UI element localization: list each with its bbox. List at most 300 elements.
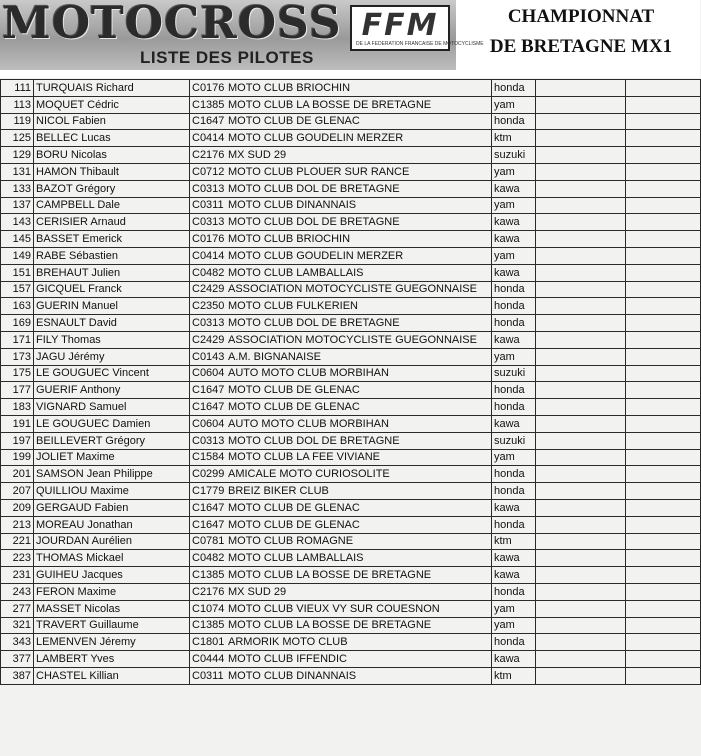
- empty-cell: [536, 415, 626, 432]
- table-row: [1, 382, 701, 399]
- rider-name: JAGU Jérémy: [34, 348, 190, 365]
- ffm-logo-caption: DE LA FEDERATION FRANCAISE DE MOTOCYCLISME: [356, 41, 484, 47]
- club-code: C1385: [192, 569, 225, 581]
- club-code: C0311: [192, 669, 224, 682]
- rider-club: [190, 96, 492, 113]
- table-row: [1, 315, 701, 332]
- empty-cell: [626, 214, 701, 231]
- club-name: MOTO CLUB DOL DE BRETAGNE: [228, 434, 400, 447]
- rider-club: [190, 113, 492, 130]
- rider-number: 119: [1, 113, 34, 130]
- club-name: MOTO CLUB FULKERIEN: [228, 300, 358, 313]
- table-row: [1, 348, 701, 365]
- rider-number: 197: [1, 432, 34, 449]
- club-name: MOTO CLUB ROMAGNE: [228, 535, 354, 548]
- riders-table: [0, 79, 701, 685]
- empty-cell: [626, 483, 701, 500]
- empty-cell: [626, 600, 701, 617]
- club-code: C1647: [192, 401, 225, 414]
- club-name: MOTO CLUB LA BOSSE DE BRETAGNE: [228, 569, 432, 581]
- rider-name: MOREAU Jonathan: [34, 516, 190, 533]
- club-name: MOTO CLUB IFFENDIC: [228, 652, 347, 665]
- empty-cell: [536, 516, 626, 533]
- table-row: [1, 113, 701, 130]
- club-name: MOTO CLUB BRIOCHIN: [228, 233, 351, 246]
- rider-club: [190, 281, 492, 298]
- table-row: [1, 214, 701, 231]
- rider-brand: yam: [492, 600, 536, 617]
- rider-number: 163: [1, 298, 34, 315]
- empty-cell: [626, 147, 701, 164]
- empty-cell: [626, 264, 701, 281]
- rider-name: QUILLIOU Maxime: [34, 483, 190, 500]
- rider-number: 173: [1, 348, 34, 365]
- club-name: MOTO CLUB DOL DE BRETAGNE: [228, 317, 400, 330]
- empty-cell: [536, 180, 626, 197]
- rider-brand: kawa: [492, 180, 536, 197]
- rider-number: 131: [1, 163, 34, 180]
- table-row: [1, 399, 701, 416]
- rider-name: CAMPBELL Dale: [34, 197, 190, 214]
- rider-number: 137: [1, 197, 34, 214]
- club-code: C0313: [192, 434, 225, 447]
- club-code: C1385: [192, 98, 225, 111]
- empty-cell: [536, 667, 626, 684]
- rider-club: [190, 348, 492, 365]
- empty-cell: [626, 651, 701, 668]
- club-code: C0311: [192, 199, 224, 212]
- club-code: C0299: [192, 468, 225, 481]
- empty-cell: [536, 483, 626, 500]
- rider-brand: yam: [492, 617, 536, 634]
- rider-club: [190, 331, 492, 348]
- rider-brand: yam: [492, 163, 536, 180]
- championship-title: [466, 2, 696, 62]
- ffm-logo-text: FFM: [361, 8, 439, 43]
- rider-number: 223: [1, 550, 34, 567]
- empty-cell: [626, 466, 701, 483]
- rider-name: BREHAUT Julien: [34, 264, 190, 281]
- rider-name: THOMAS Mickael: [34, 550, 190, 567]
- club-code: C1647: [192, 501, 225, 514]
- rider-name: GICQUEL Franck: [34, 281, 190, 298]
- empty-cell: [626, 130, 701, 147]
- empty-cell: [626, 180, 701, 197]
- table-row: [1, 147, 701, 164]
- rider-brand: suzuki: [492, 432, 536, 449]
- empty-cell: [536, 449, 626, 466]
- club-code: C0313: [192, 216, 225, 229]
- empty-cell: [536, 365, 626, 382]
- rider-club: [190, 483, 492, 500]
- rider-number: 171: [1, 331, 34, 348]
- rider-club: [190, 415, 492, 432]
- club-code: C1647: [192, 518, 225, 531]
- rider-brand: honda: [492, 315, 536, 332]
- empty-cell: [626, 449, 701, 466]
- rider-number: 191: [1, 415, 34, 432]
- club-name: MX SUD 29: [228, 585, 287, 598]
- rider-brand: honda: [492, 516, 536, 533]
- empty-cell: [536, 231, 626, 248]
- empty-cell: [536, 113, 626, 130]
- rider-name: BORU Nicolas: [34, 147, 190, 164]
- empty-cell: [536, 264, 626, 281]
- empty-cell: [626, 617, 701, 634]
- empty-cell: [536, 466, 626, 483]
- rider-brand: kawa: [492, 550, 536, 567]
- rider-brand: yam: [492, 449, 536, 466]
- empty-cell: [626, 550, 701, 567]
- table-row: [1, 567, 701, 584]
- empty-cell: [536, 567, 626, 584]
- empty-cell: [536, 583, 626, 600]
- rider-number: 321: [1, 617, 34, 634]
- rider-club: [190, 298, 492, 315]
- rider-brand: yam: [492, 197, 536, 214]
- table-row: [1, 483, 701, 500]
- table-row: [1, 550, 701, 567]
- empty-cell: [536, 533, 626, 550]
- table-row: [1, 331, 701, 348]
- rider-name: NICOL Fabien: [34, 113, 190, 130]
- rider-brand: honda: [492, 399, 536, 416]
- rider-number: 125: [1, 130, 34, 147]
- club-code: C2176: [192, 585, 225, 598]
- table-row: [1, 281, 701, 298]
- rider-brand: yam: [492, 96, 536, 113]
- rider-brand: honda: [492, 298, 536, 315]
- empty-cell: [626, 399, 701, 416]
- rider-name: SAMSON Jean Philippe: [34, 466, 190, 483]
- club-name: MOTO CLUB DE GLENAC: [228, 115, 360, 128]
- rider-name: CERISIER Arnaud: [34, 214, 190, 231]
- rider-club: [190, 583, 492, 600]
- rider-number: 149: [1, 247, 34, 264]
- empty-cell: [626, 113, 701, 130]
- table-row: [1, 247, 701, 264]
- empty-cell: [536, 432, 626, 449]
- empty-cell: [536, 147, 626, 164]
- club-name: MOTO CLUB DOL DE BRETAGNE: [228, 182, 400, 195]
- rider-number: 221: [1, 533, 34, 550]
- table-row: [1, 499, 701, 516]
- club-name: MOTO CLUB LAMBALLAIS: [228, 552, 364, 565]
- club-code: C0414: [192, 249, 225, 262]
- empty-cell: [626, 197, 701, 214]
- empty-cell: [626, 499, 701, 516]
- rider-club: [190, 651, 492, 668]
- rider-brand: ktm: [492, 130, 536, 147]
- empty-cell: [536, 130, 626, 147]
- club-name: MOTO CLUB BRIOCHIN: [228, 81, 351, 94]
- club-name: MOTO CLUB DOL DE BRETAGNE: [228, 216, 400, 229]
- rider-number: 243: [1, 583, 34, 600]
- rider-brand: suzuki: [492, 147, 536, 164]
- rider-name: GUERIN Manuel: [34, 298, 190, 315]
- rider-brand: ktm: [492, 667, 536, 684]
- empty-cell: [626, 231, 701, 248]
- empty-cell: [536, 96, 626, 113]
- club-name: MOTO CLUB LA BOSSE DE BRETAGNE: [228, 619, 432, 632]
- rider-name: HAMON Thibault: [34, 163, 190, 180]
- table-row: [1, 432, 701, 449]
- club-code: C0444: [192, 652, 225, 665]
- rider-club: [190, 617, 492, 634]
- empty-cell: [626, 567, 701, 584]
- club-code: C1385: [192, 619, 225, 632]
- empty-cell: [536, 281, 626, 298]
- rider-name: BAZOT Grégory: [34, 180, 190, 197]
- club-code: C1074: [192, 602, 225, 615]
- club-code: C1584: [192, 451, 225, 464]
- rider-club: [190, 466, 492, 483]
- rider-name: FILY Thomas: [34, 331, 190, 348]
- rider-number: 157: [1, 281, 34, 298]
- club-code: C0712: [192, 165, 225, 178]
- rider-name: LE GOUGUEC Damien: [34, 415, 190, 432]
- empty-cell: [626, 80, 701, 97]
- rider-name: GERGAUD Fabien: [34, 499, 190, 516]
- rider-brand: honda: [492, 382, 536, 399]
- rider-club: [190, 567, 492, 584]
- rider-club: [190, 80, 492, 97]
- rider-club: [190, 667, 492, 684]
- club-code: C1779: [192, 485, 225, 498]
- table-row: [1, 533, 701, 550]
- empty-cell: [536, 651, 626, 668]
- rider-club: [190, 264, 492, 281]
- table-row: [1, 449, 701, 466]
- rider-number: 145: [1, 231, 34, 248]
- rider-brand: honda: [492, 466, 536, 483]
- club-name: ARMORIK MOTO CLUB: [228, 636, 348, 649]
- empty-cell: [536, 331, 626, 348]
- club-code: C0482: [192, 552, 225, 565]
- empty-cell: [536, 214, 626, 231]
- club-code: C0482: [192, 266, 225, 279]
- club-name: MOTO CLUB DE GLENAC: [228, 518, 360, 531]
- club-name: ASSOCIATION MOTOCYCLISTE GUEGONNAISE: [228, 333, 477, 346]
- rider-brand: suzuki: [492, 365, 536, 382]
- rider-number: 213: [1, 516, 34, 533]
- rider-name: CHASTEL Killian: [34, 667, 190, 684]
- rider-number: 231: [1, 567, 34, 584]
- empty-cell: [536, 298, 626, 315]
- empty-cell: [626, 163, 701, 180]
- rider-club: [190, 449, 492, 466]
- club-name: MOTO CLUB VIEUX VY SUR COUESNON: [228, 602, 440, 615]
- club-code: C0143: [192, 350, 225, 363]
- empty-cell: [626, 315, 701, 332]
- empty-cell: [626, 247, 701, 264]
- club-code: C0176: [192, 233, 225, 246]
- empty-cell: [626, 348, 701, 365]
- empty-cell: [626, 533, 701, 550]
- rider-name: LE GOUGUEC Vincent: [34, 365, 190, 382]
- banner-title: MOTOCROSS: [2, 0, 342, 49]
- rider-number: 209: [1, 499, 34, 516]
- rider-name: TRAVERT Guillaume: [34, 617, 190, 634]
- rider-club: [190, 382, 492, 399]
- club-name: MX SUD 29: [228, 149, 287, 162]
- championship-line-1: CHAMPIONNAT: [507, 6, 655, 27]
- table-row: [1, 365, 701, 382]
- empty-cell: [536, 499, 626, 516]
- empty-cell: [626, 96, 701, 113]
- club-name: MOTO CLUB GOUDELIN MERZER: [228, 249, 404, 262]
- empty-cell: [626, 415, 701, 432]
- club-name: AUTO MOTO CLUB MORBIHAN: [228, 367, 389, 380]
- table-row: [1, 197, 701, 214]
- club-code: C0604: [192, 417, 225, 430]
- rider-name: RABE Sébastien: [34, 247, 190, 264]
- rider-number: 169: [1, 315, 34, 332]
- rider-club: [190, 365, 492, 382]
- empty-cell: [536, 600, 626, 617]
- riders-table-body: [1, 80, 701, 685]
- rider-name: VIGNARD Samuel: [34, 399, 190, 416]
- table-row: [1, 80, 701, 97]
- rider-club: [190, 214, 492, 231]
- rider-club: [190, 600, 492, 617]
- empty-cell: [626, 516, 701, 533]
- rider-club: [190, 247, 492, 264]
- table-row: [1, 634, 701, 651]
- club-name: MOTO CLUB DE GLENAC: [228, 384, 360, 397]
- club-name: AMICALE MOTO CURIOSOLITE: [228, 468, 390, 481]
- club-name: ASSOCIATION MOTOCYCLISTE GUEGONNAISE: [228, 283, 477, 296]
- rider-club: [190, 147, 492, 164]
- rider-number: 277: [1, 600, 34, 617]
- empty-cell: [536, 550, 626, 567]
- rider-name: BEILLEVERT Grégory: [34, 432, 190, 449]
- rider-number: 177: [1, 382, 34, 399]
- empty-cell: [626, 365, 701, 382]
- empty-cell: [626, 634, 701, 651]
- table-row: [1, 415, 701, 432]
- rider-number: 129: [1, 147, 34, 164]
- rider-number: 207: [1, 483, 34, 500]
- rider-club: [190, 499, 492, 516]
- rider-brand: honda: [492, 281, 536, 298]
- club-name: AUTO MOTO CLUB MORBIHAN: [228, 417, 389, 430]
- rider-brand: honda: [492, 80, 536, 97]
- club-code: C0176: [192, 81, 225, 94]
- club-name: MOTO CLUB LAMBALLAIS: [228, 266, 364, 279]
- rider-name: FERON Maxime: [34, 583, 190, 600]
- rider-club: [190, 432, 492, 449]
- rider-brand: kawa: [492, 415, 536, 432]
- club-code: C0414: [192, 132, 225, 145]
- rider-club: [190, 516, 492, 533]
- rider-brand: kawa: [492, 331, 536, 348]
- rider-club: [190, 399, 492, 416]
- rider-brand: honda: [492, 583, 536, 600]
- table-row: [1, 180, 701, 197]
- rider-number: 387: [1, 667, 34, 684]
- club-code: C1647: [192, 115, 225, 128]
- rider-number: 133: [1, 180, 34, 197]
- table-row: [1, 96, 701, 113]
- table-row: [1, 617, 701, 634]
- table-row: [1, 667, 701, 684]
- rider-club: [190, 550, 492, 567]
- rider-name: BASSET Emerick: [34, 231, 190, 248]
- rider-name: TURQUAIS Richard: [34, 80, 190, 97]
- rider-name: LEMENVEN Jéremy: [34, 634, 190, 651]
- championship-line-2: DE BRETAGNE MX1: [489, 36, 673, 57]
- empty-cell: [536, 348, 626, 365]
- rider-name: LAMBERT Yves: [34, 651, 190, 668]
- empty-cell: [536, 315, 626, 332]
- club-name: MOTO CLUB LA BOSSE DE BRETAGNE: [228, 98, 432, 111]
- club-name: MOTO CLUB DE GLENAC: [228, 401, 360, 414]
- club-code: C1647: [192, 384, 225, 397]
- empty-cell: [536, 382, 626, 399]
- empty-cell: [626, 583, 701, 600]
- club-code: C0781: [192, 535, 225, 548]
- empty-cell: [536, 197, 626, 214]
- club-code: C2429: [192, 333, 225, 346]
- table-row: [1, 163, 701, 180]
- empty-cell: [626, 281, 701, 298]
- rider-club: [190, 231, 492, 248]
- empty-cell: [626, 432, 701, 449]
- club-code: C0313: [192, 182, 225, 195]
- table-row: [1, 264, 701, 281]
- ffm-logo: [350, 5, 484, 51]
- rider-club: [190, 197, 492, 214]
- table-row: [1, 600, 701, 617]
- rider-number: 113: [1, 96, 34, 113]
- rider-brand: kawa: [492, 231, 536, 248]
- rider-number: 199: [1, 449, 34, 466]
- rider-name: JOLIET Maxime: [34, 449, 190, 466]
- rider-name: GUERIF Anthony: [34, 382, 190, 399]
- rider-number: 151: [1, 264, 34, 281]
- rider-brand: kawa: [492, 567, 536, 584]
- table-row: [1, 298, 701, 315]
- rider-club: [190, 130, 492, 147]
- table-row: [1, 516, 701, 533]
- page-header: [0, 0, 700, 78]
- club-name: MOTO CLUB LA FEE VIVIANE: [228, 451, 381, 464]
- rider-number: 343: [1, 634, 34, 651]
- club-code: C2429: [192, 283, 225, 296]
- rider-brand: ktm: [492, 533, 536, 550]
- banner-subtitle: LISTE DES PILOTES: [140, 48, 314, 67]
- club-code: C2350: [192, 300, 225, 313]
- rider-brand: kawa: [492, 651, 536, 668]
- club-name: MOTO CLUB PLOUER SUR RANCE: [228, 165, 410, 178]
- rider-club: [190, 180, 492, 197]
- table-row: [1, 651, 701, 668]
- rider-name: MASSET Nicolas: [34, 600, 190, 617]
- rider-brand: yam: [492, 348, 536, 365]
- rider-name: ESNAULT David: [34, 315, 190, 332]
- rider-brand: honda: [492, 634, 536, 651]
- club-name: A.M. BIGNANAISE: [228, 350, 321, 363]
- club-code: C0604: [192, 367, 225, 380]
- rider-club: [190, 315, 492, 332]
- rider-name: MOQUET Cédric: [34, 96, 190, 113]
- table-row: [1, 466, 701, 483]
- rider-number: 111: [1, 80, 34, 97]
- rider-brand: honda: [492, 113, 536, 130]
- club-code: C0313: [192, 317, 225, 330]
- club-name: MOTO CLUB DE GLENAC: [228, 501, 360, 514]
